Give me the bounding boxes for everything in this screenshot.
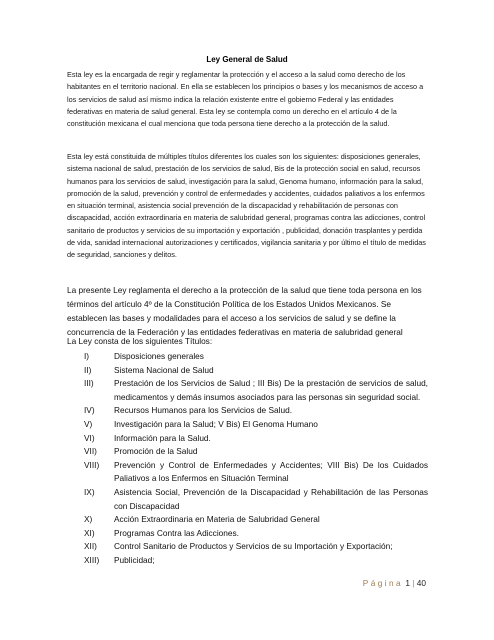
- list-item-number: IV): [84, 405, 95, 416]
- list-item: [84, 404, 428, 418]
- list-item-number: I): [84, 351, 90, 361]
- list-item-text: Control Sanitario de Productos y Servicios de su Importación y Exportación;: [114, 541, 393, 552]
- list-item-text: Acción Extraordinaria en Materia de Salubridad General: [114, 514, 320, 525]
- list-item-number: III): [84, 378, 94, 389]
- paragraph-regulation: La presente Ley reglamenta el derecho a la protección de la salud que tiene toda persona en los términos del artículo 4º de la Constitución Política de los Estados Unidos Mexicanos. Se establecen las bases y modalidades para el acceso a los servicios de salud y se define la concurrencia de la Federación y las entidades federativas en materia de salubridad general: [67, 285, 422, 337]
- list-item: [84, 350, 428, 364]
- titles-list: [84, 350, 428, 568]
- list-item: [84, 364, 428, 378]
- list-item: [84, 459, 428, 486]
- list-item-text: Prevención y Control de Enfermedades y Accidentes; VIII Bis) De los Cuidados Paliativos a los Enfermos en Situación Terminal: [114, 459, 428, 484]
- page-footer: [363, 578, 426, 588]
- list-item: [84, 418, 428, 432]
- list-item-text: Programas Contra las Adicciones.: [114, 527, 239, 538]
- list-item: [84, 445, 428, 459]
- page-number: 1: [405, 578, 410, 588]
- page-separator: |: [412, 578, 415, 588]
- paragraph-intro: Esta ley es la encargada de regir y reglamentar la protección y el acceso a la salud como derecho de los habitantes en el territorio nacional. En ella se establecen los principios o bases y los mecanismos de acceso a los servicios de salud así mismo indica la relación existente entre el gobierno Federal y las entidades federativas en materia de salud general. Esta ley se contempla como un derecho en el artículo 4 de la constitución mexicana el cual menciona que toda persona tiene derecho a la protección de la salud.: [67, 70, 424, 129]
- list-item: [84, 527, 428, 541]
- list-item-text: Promoción de la Salud: [114, 446, 198, 457]
- list-item-text: Asistencia Social, Prevención de la Discapacidad y Rehabilitación de las Personas con Discapacidad: [114, 486, 428, 511]
- page-total: 40: [416, 578, 426, 588]
- list-item-text: Sistema Nacional de Salud: [114, 364, 214, 375]
- paragraph-titles-summary: Esta ley está constituida de múltiples títulos diferentes los cuales son los siguientes: disposiciones generales, sistema nacional de salud, prestación de los servicios de salud, Bis de la protección social en salud, recursos humanos para los servicios de salud, investigación para la salud, Genoma humano, información para la salud, promoción de la salud, prevención y control de enfermedades y accidentes, cuidados paliativos a los enfermos en situación terminal, asistencia social prevención de la discapacidad y rehabilitación de personas con discapacidad, acción extraordinaria en materia de salubridad general, programas contra las adicciones, control sanitario de productos y servicios de su importación y exportación , publicidad, donación trasplantes y perdida de vida, sanidad internacional autorizaciones y certificados, vigilancia sanitaria y por último el título de medidas de seguridad, sanciones y delitos.: [67, 152, 426, 260]
- list-item-text: Prestación de los Servicios de Salud ; III Bis) De la prestación de servicios de salud, medicamentos y demás insumos asociados para las personas sin seguridad social.: [114, 378, 428, 402]
- list-item-number: IX): [84, 486, 95, 497]
- list-item-text: Información para la Salud.: [114, 432, 211, 443]
- list-item-number: XII): [84, 541, 97, 552]
- list-item-number: VI): [84, 432, 95, 443]
- list-item-text: Disposiciones generales: [114, 351, 204, 361]
- list-item: [84, 513, 428, 527]
- document-title: Ley General de Salud: [206, 55, 288, 64]
- list-item: [84, 486, 428, 513]
- list-item: [84, 377, 428, 404]
- list-item-number: V): [84, 418, 93, 429]
- list-item: [84, 554, 428, 568]
- paragraph-list-intro: La Ley consta de los siguientes Títulos:: [67, 336, 213, 346]
- list-item-number: VII): [84, 446, 97, 457]
- list-item-text: Recursos Humanos para los Servicios de Salud.: [114, 405, 293, 416]
- list-item-text: Investigación para la Salud; V Bis) El Genoma Humano: [114, 418, 318, 429]
- list-item-number: XI): [84, 527, 95, 538]
- list-item-number: II): [84, 364, 92, 375]
- list-item-text: Publicidad;: [114, 554, 155, 565]
- list-item-number: VIII): [84, 459, 100, 470]
- list-item: [84, 432, 428, 446]
- page-label: Página: [362, 578, 404, 588]
- list-item-number: X): [84, 514, 93, 525]
- list-item: [84, 540, 428, 554]
- list-item-number: XIII): [84, 554, 100, 565]
